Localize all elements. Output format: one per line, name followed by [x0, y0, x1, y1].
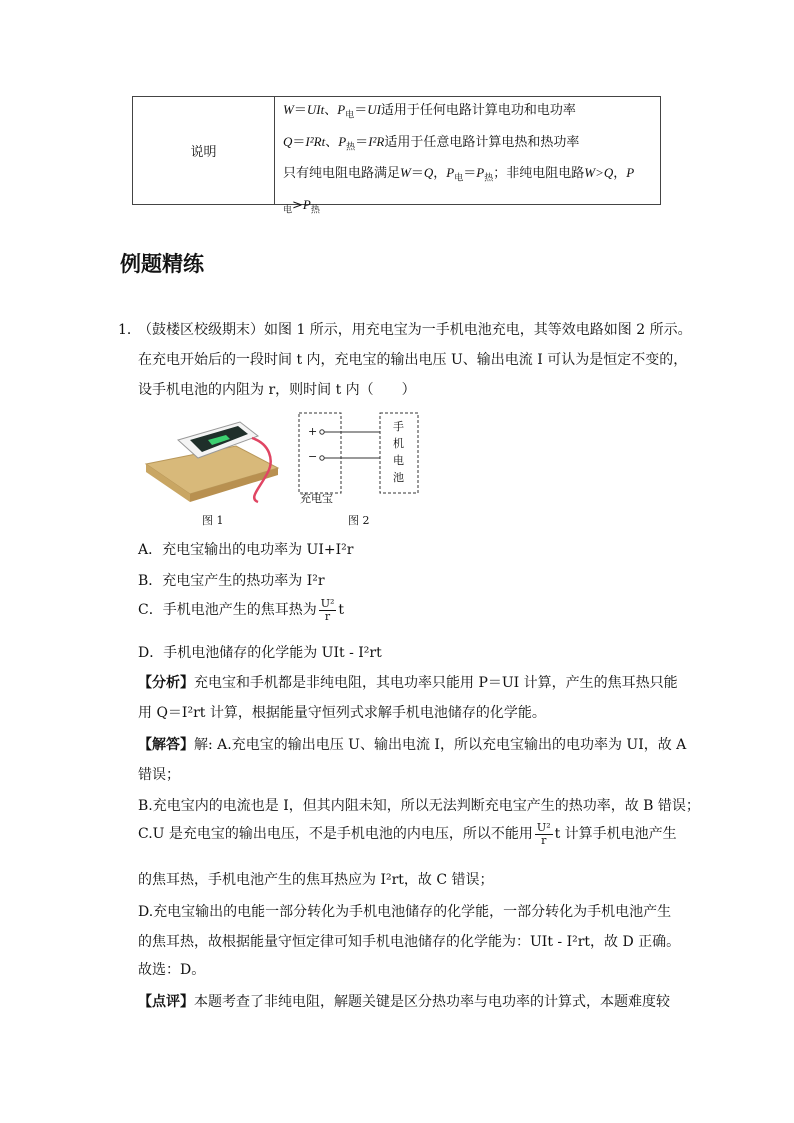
formula-sep: ，: [613, 166, 627, 182]
table-text: 只有纯电阻电路满足: [283, 166, 401, 182]
table-text: 适用于任意电路计算电热和热功率: [384, 134, 580, 150]
charger-label: 充电宝: [300, 492, 333, 505]
analysis-line-2: 用 Q＝I²rt 计算，根据能量守恒列式求解手机电池储存的化学能。: [138, 705, 546, 721]
formula-sub: 电: [454, 173, 464, 184]
solution-line-2: 错误；: [138, 767, 180, 783]
option-c-suffix: t: [338, 602, 345, 618]
formula-sub: 热: [484, 173, 494, 184]
solution-line-6: D.充电宝输出的电能一部分转化为手机电池储存的化学能，一部分转化为手机电池产生: [138, 904, 672, 920]
comment-line-1: [138, 992, 670, 1013]
table-label-cell: [133, 97, 275, 204]
fraction-numerator: U²: [320, 597, 335, 610]
solution-fraction: [535, 822, 553, 847]
formula-var: Q: [283, 133, 293, 149]
formula-var: P: [337, 102, 346, 117]
formula-op: ＝: [410, 166, 424, 182]
solution-line-7: 的焦耳热，故根据能量守恒定律可知手机电池储存的化学能为：UIt - I²rt，故 D 正确。: [138, 934, 681, 950]
solution-line-1: [138, 735, 686, 756]
formula-sep: 、: [324, 103, 338, 118]
question-line-3: 设手机电池的内阻为 r，则时间 t 内（ ）: [138, 382, 416, 398]
table-content-cell: [283, 97, 663, 223]
option-c-text: C．手机电池产生的焦耳热为: [138, 602, 317, 618]
formula-var: Q: [423, 165, 434, 181]
formula-var: P: [338, 133, 347, 149]
formula-var: I²Rt: [305, 133, 326, 149]
option-c: [138, 598, 344, 623]
figure-1: [140, 412, 290, 527]
solution-line-3: B.充电宝内的电流也是 I，但其内阻未知，所以无法判断充电宝产生的热功率，故 B 错误；: [138, 798, 700, 814]
question-number: 1．: [118, 322, 141, 338]
table-line-2: [283, 129, 663, 161]
fraction-denominator: r: [541, 834, 547, 847]
formula-var: UIt: [306, 102, 325, 117]
formula-var: W: [400, 165, 411, 181]
phone-label-char: 机: [393, 437, 404, 450]
table-label: 说明: [190, 145, 217, 160]
formula-sub: 电: [345, 110, 355, 121]
analysis-text: 充电宝和手机都是非纯电阻，其电功率只能用 P＝UI 计算，产生的焦耳热只能: [194, 675, 678, 691]
formula-sub: 热: [346, 142, 356, 153]
formula-sep: ，: [433, 166, 447, 182]
formula-op: ＝: [293, 103, 307, 118]
formula-op: ＝: [354, 103, 368, 118]
formula-sub: 电: [283, 205, 293, 216]
formula-op: ＝: [355, 134, 369, 150]
solution-text: C.U 是充电宝的输出电压，不是手机电池的内电压，所以不能用: [138, 826, 533, 842]
formula-sub: 热: [310, 205, 320, 216]
formula-var: W>Q: [584, 165, 614, 181]
minus-terminal: −: [308, 450, 318, 463]
solution-line-5: 的焦耳热，手机电池产生的焦耳热应为 I²rt，故 C 错误；: [138, 872, 494, 888]
comment-tag: 【点评】: [138, 994, 194, 1010]
formula-var: P: [302, 196, 311, 212]
formula-var: W: [283, 102, 294, 117]
analysis-tag: 【分析】: [138, 675, 194, 691]
phone-battery-label: [393, 418, 404, 486]
fraction-denominator: r: [324, 610, 331, 623]
table-line-3: [283, 160, 663, 192]
solution-text: 解: A.充电宝的输出电压 U、输出电流 I，所以充电宝输出的电功率为 UI，故 A: [194, 737, 687, 753]
formula-var: P: [626, 165, 635, 181]
phone-label-char: 电: [393, 454, 404, 467]
figure-2-caption: 图 2: [348, 514, 370, 527]
question-line-1: （鼓楼区校级期末）如图 1 所示，用充电宝为一手机电池充电，其等效电路如图 2 所示。: [138, 322, 692, 338]
table-text: 适用于任何电路计算电功和电功率: [380, 103, 576, 118]
formula-op: ＝: [463, 166, 477, 182]
phone-label-char: 池: [393, 471, 404, 484]
solution-text: t 计算手机电池产生: [554, 826, 677, 842]
question-line-2: 在充电开始后的一段时间 t 内，充电宝的输出电压 U、输出电流 I 可认为是恒定不变的，: [138, 352, 688, 368]
option-b: B．充电宝产生的热功率为 I²r: [138, 573, 325, 589]
solution-line-8: 故选：D。: [138, 962, 206, 978]
explanation-table: [132, 96, 661, 216]
powerbank-phone-illustration: [140, 412, 290, 512]
phone-label-char: 手: [393, 420, 404, 433]
table-line-4: [283, 192, 663, 224]
plus-terminal: +: [308, 425, 318, 438]
formula-var: P: [446, 165, 455, 181]
formula-op: >: [292, 197, 303, 213]
option-d: D．手机电池储存的化学能为 UIt - I²rt: [138, 645, 382, 661]
formula-op: ＝: [292, 134, 306, 150]
section-heading: 例题精练: [120, 252, 204, 276]
solution-line-4: [138, 822, 677, 847]
fraction-numerator: U²: [536, 821, 551, 834]
formula-var: I²R: [368, 133, 385, 149]
figure-2: [296, 410, 421, 528]
option-a: A．充电宝输出的电功率为 UI+I²r: [138, 542, 354, 558]
formula-var: UI: [367, 102, 381, 117]
analysis-line-1: [138, 673, 678, 694]
table-text: ；非纯电阻电路: [493, 166, 585, 182]
comment-text: 本题考查了非纯电阻，解题关键是区分热功率与电功率的计算式，本题难度较: [194, 994, 670, 1010]
formula-var: P: [476, 165, 485, 181]
solution-tag: 【解答】: [138, 737, 194, 753]
formula-sep: 、: [325, 134, 339, 150]
table-line-1: [283, 97, 663, 129]
figure-1-caption: 图 1: [202, 514, 224, 527]
option-c-fraction: [319, 598, 337, 623]
